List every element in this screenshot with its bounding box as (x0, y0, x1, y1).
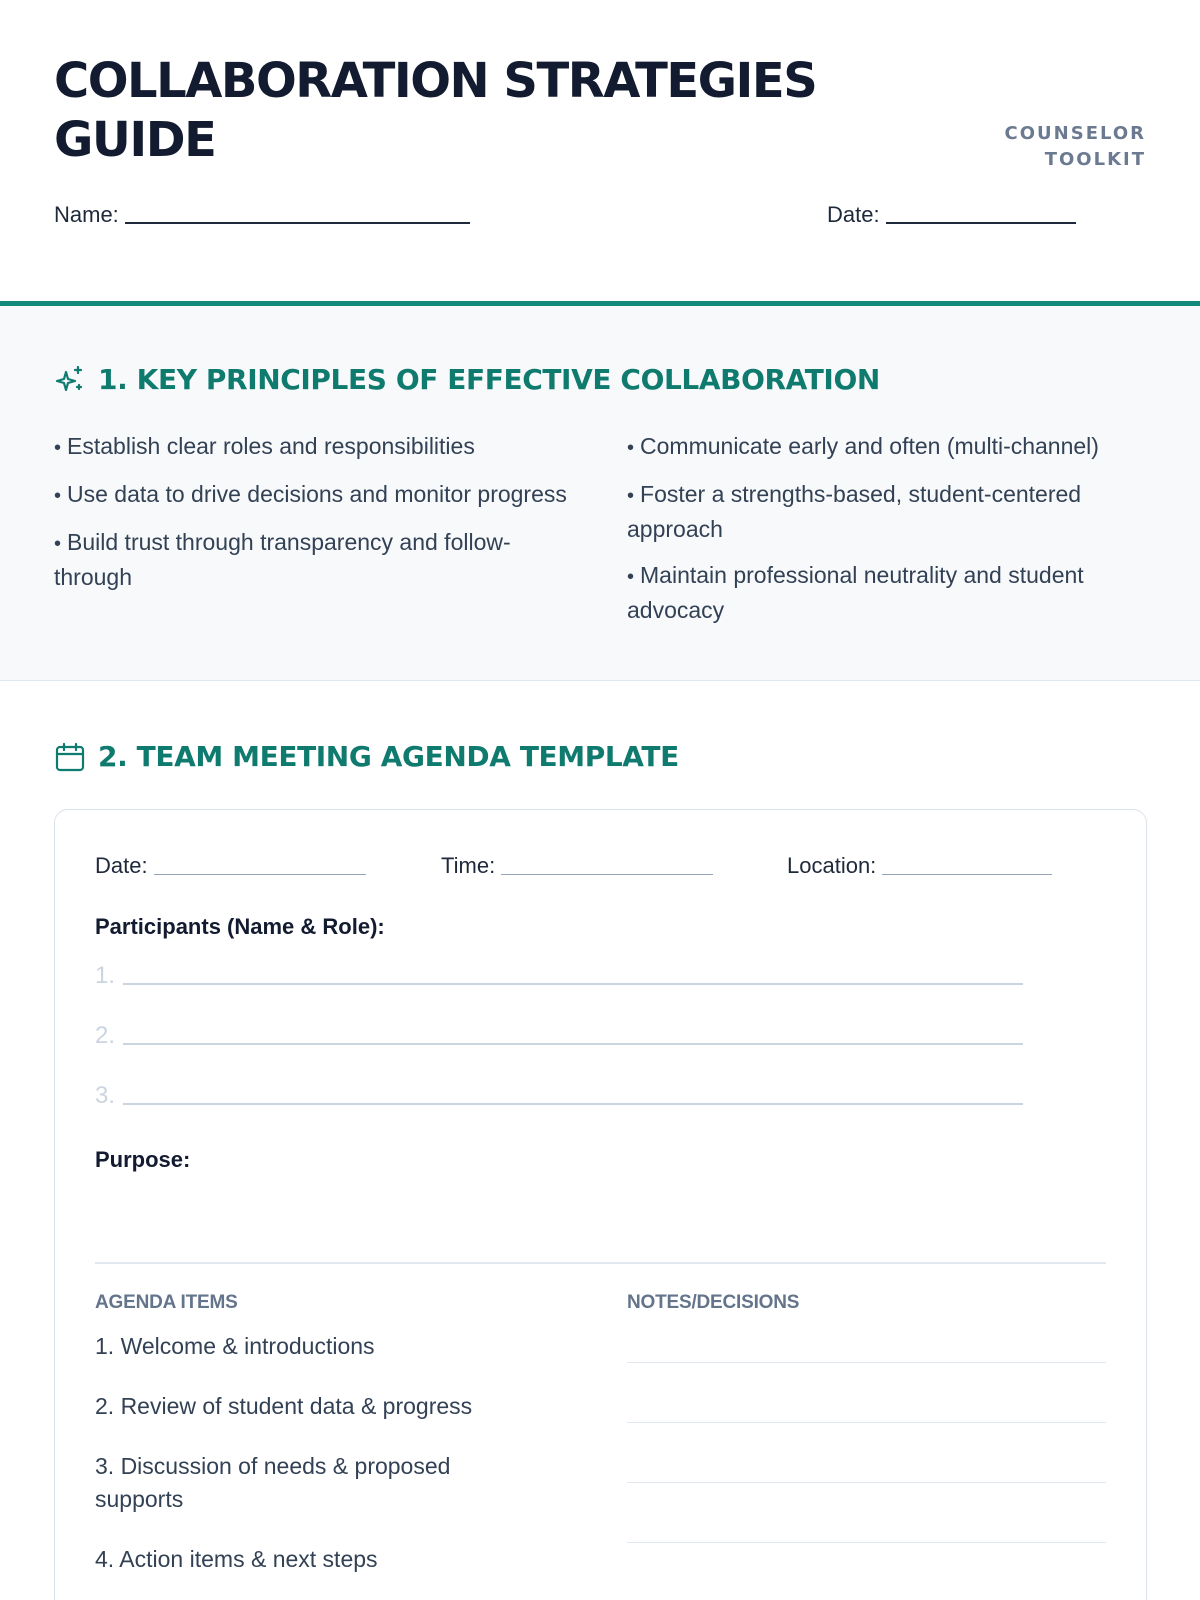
section-2-title: 2. TEAM MEETING AGENDA TEMPLATE (98, 740, 679, 773)
page-header (0, 0, 1200, 301)
agenda-section (0, 740, 1200, 780)
participant-number: 3. (95, 1082, 116, 1109)
key-principles-section (0, 306, 1200, 681)
sparkles-icon (54, 364, 86, 396)
toolkit-line-1: COUNSELOR (1004, 123, 1146, 144)
toolkit-line-2: TOOLKIT (1044, 149, 1146, 170)
meeting-location-label: Location: (787, 853, 877, 878)
name-blank-line[interactable] (125, 204, 470, 224)
page-title: COLLABORATION STRATEGIES GUIDE (54, 53, 817, 168)
participant-blank-line[interactable] (123, 1087, 1023, 1105)
notes-line[interactable] (627, 1362, 1106, 1363)
purpose-divider (95, 1262, 1106, 1264)
meeting-time-field[interactable] (441, 853, 713, 879)
agenda-item: 1. Welcome & introductions (95, 1333, 375, 1359)
agenda-item: 4. Action items & next steps (95, 1546, 378, 1572)
meeting-location-field[interactable] (787, 853, 1052, 879)
date-field[interactable] (827, 202, 1076, 228)
principles-left-list (54, 430, 584, 607)
meeting-time-label: Time: (441, 853, 496, 878)
principle-item: • Use data to drive decisions and monitor progress (54, 481, 567, 507)
principles-right-list (627, 430, 1167, 640)
notes-line[interactable] (627, 1542, 1106, 1543)
notes-line[interactable] (627, 1422, 1106, 1423)
participant-line-1[interactable] (95, 962, 1023, 990)
section-1-title: 1. KEY PRINCIPLES OF EFFECTIVE COLLABORATION (98, 363, 880, 396)
section-1-heading (54, 363, 880, 396)
principle-item: • Communicate early and often (multi-channel) (627, 433, 1099, 459)
meeting-date-label: Date: (95, 853, 148, 878)
participant-number: 2. (95, 1022, 116, 1049)
participants-label: Participants (Name & Role): (95, 914, 385, 939)
principle-item: • Establish clear roles and responsibilities (54, 433, 475, 459)
participant-line-3[interactable] (95, 1082, 1023, 1110)
agenda-item: 3. Discussion of needs & proposed supports (95, 1453, 451, 1512)
meeting-date-field[interactable] (95, 853, 366, 879)
participant-line-2[interactable] (95, 1022, 1023, 1050)
date-blank-line[interactable] (886, 204, 1076, 224)
principle-item: • Maintain professional neutrality and student advocacy (627, 562, 1084, 623)
toolkit-badge (946, 121, 1146, 173)
name-label: Name: (54, 202, 119, 227)
purpose-label: Purpose: (95, 1147, 191, 1172)
participant-number: 1. (95, 962, 116, 989)
notes-line[interactable] (627, 1482, 1106, 1483)
principle-item: • Build trust through transparency and follow-through (54, 529, 511, 590)
principle-item: • Foster a strengths-based, student-centered approach (627, 481, 1082, 542)
participant-blank-line[interactable] (123, 1027, 1023, 1045)
agenda-item: 2. Review of student data & progress (95, 1393, 473, 1419)
section-2-heading (54, 740, 679, 773)
meeting-time-line[interactable] (501, 859, 713, 875)
agenda-items-header: AGENDA ITEMS (95, 1292, 238, 1313)
date-label: Date: (827, 202, 880, 227)
name-field[interactable] (54, 202, 470, 228)
calendar-icon (54, 741, 86, 773)
participant-blank-line[interactable] (123, 967, 1023, 985)
notes-decisions-header: NOTES/DECISIONS (627, 1292, 800, 1313)
meeting-date-line[interactable] (154, 859, 366, 875)
meeting-location-line[interactable] (882, 859, 1052, 875)
